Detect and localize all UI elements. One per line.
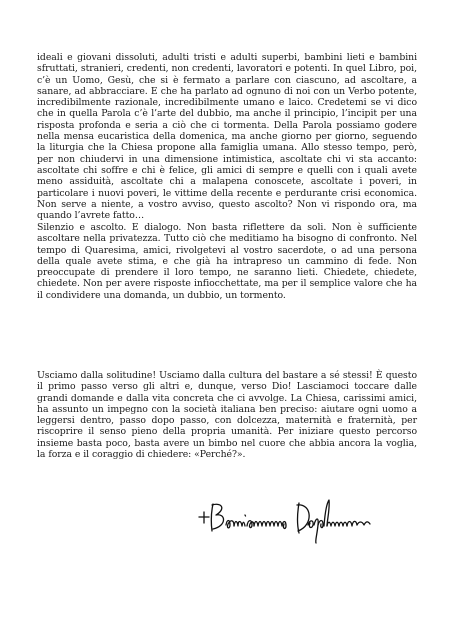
- handwritten-signature: [196, 495, 386, 545]
- paragraph-listening: ideali e giovani dissoluti, adulti tristi e adulti superbi, bambini lieti e bambini sfruttati, stranieri, credenti, non credenti, lavoratori e potenti. In quel Libro, poi, c’è un Uomo, Gesù, che si è fermato a parlare con ciascuno, ad ascoltare, a sanare, ad abbracciare. E che ha parlato ad ognuno di noi con un Verbo potente, incredibilmente razionale, incredibilmente umano e laico. Credetemi se vi dico che in quella Parola c’è l’arte del dubbio, ma anche il principio, l’incipit per una risposta profonda e seria a ciò che ci tormenta. Della Parola possiamo godere nella mensa eucaristica della domenica, ma anche giorno per giorno, seguendo la liturgia che la Chiesa propone alla famiglia umana. Allo stesso tempo, però, per non chiudervi in una dimensione intimistica, ascoltate chi vi sta accanto: ascoltate chi soffre e chi è felice, gli amici di sempre e quelli con i quali avete meno assiduità, ascoltate chi a malapena conoscete, ascoltate i poveri, in particolare i nuovi poveri, le vittime della recente e perdurante crisi economica. Non serve a niente, a vostro avviso, questo ascolto? Non vi rispondo ora, ma quando l’avrete fatto…: [37, 52, 417, 222]
- paragraph-dialogue: Silenzio e ascolto. E dialogo. Non basta riflettere da soli. Non è sufficiente ascoltare nella privatezza. Tutto ciò che meditiamo ha bisogno di confronto. Nel tempo di Quaresima, amici, rivolgetevi al vostro sacerdote, o ad una persona della quale avete stima, e che già ha intrapreso un cammino di fede. Non preoccupate di prendere il loro tempo, ne saranno lieti. Chiedete, chiedete, chiedete. Non per avere risposte infiocchettate, ma per il semplice valore che ha il condividere una domanda, un dubbio, un tormento.: [37, 222, 417, 301]
- paragraph-solitude: Usciamo dalla solitudine! Usciamo dalla cultura del bastare a sé stessi! È questo il primo passo verso gli altri e, dunque, verso Dio! Lasciamoci toccare dalle grandi domande e dalla vita concreta che ci avvolge. La Chiesa, carissimi amici, ha assunto un impegno con la società italiana ben preciso: aiutare ogni uomo a leggersi dentro, passo dopo passo, con dolcezza, maternità e fraternità, per riscoprire il senso pieno della propria umanità. Per iniziare questo percorso insieme basta poco, basta avere un bimbo nel cuore che abbia ancora la voglia, la forza e il coraggio di chiedere: «Perché?».: [37, 370, 417, 461]
